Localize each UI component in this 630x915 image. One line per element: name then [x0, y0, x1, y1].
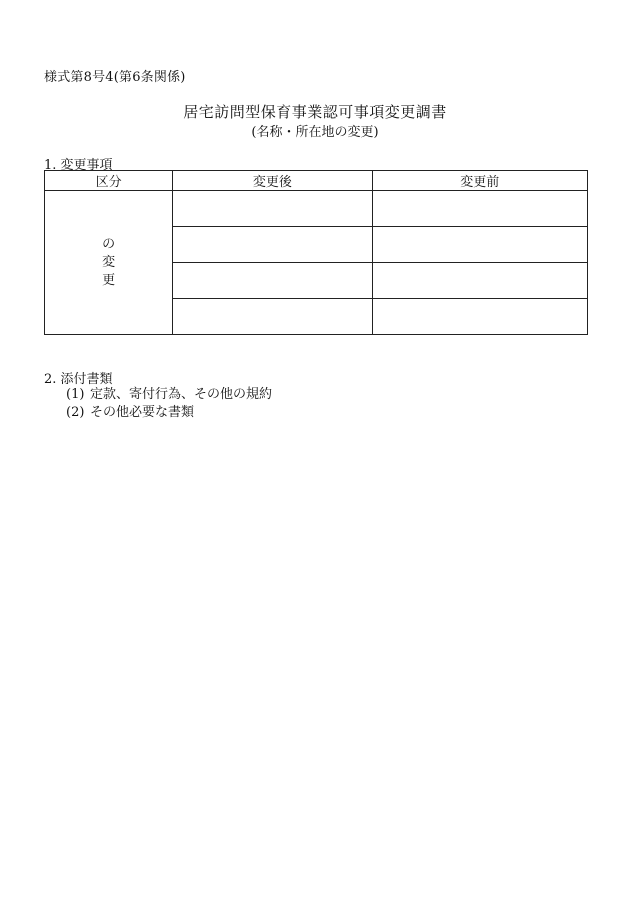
form-number: 様式第8号4(第6条関係)	[44, 70, 186, 85]
header-before: 変更前	[372, 171, 587, 191]
list-item-number: (1)	[66, 387, 85, 402]
document-title: 居宅訪問型保育事業認可事項変更調書	[183, 103, 447, 121]
section-heading-changes: 1. 変更事項	[44, 158, 113, 173]
before-cell[interactable]	[372, 299, 587, 335]
header-category: 区分	[45, 171, 173, 191]
after-cell[interactable]	[173, 299, 372, 335]
after-cell[interactable]	[173, 263, 372, 299]
attachment-list	[66, 386, 272, 422]
category-label-cell	[45, 191, 173, 335]
before-cell[interactable]	[372, 191, 587, 227]
list-item	[66, 404, 272, 422]
after-cell[interactable]	[173, 227, 372, 263]
header-after: 変更後	[173, 171, 372, 191]
category-label-char: 変	[102, 254, 116, 270]
list-item	[66, 386, 272, 404]
before-cell[interactable]	[372, 263, 587, 299]
category-label-char: の	[102, 236, 116, 252]
table-row	[45, 191, 588, 227]
list-item-text: その他必要な書類	[90, 405, 195, 420]
change-table	[44, 170, 588, 335]
after-cell[interactable]	[173, 191, 372, 227]
category-label-char: 更	[102, 272, 116, 288]
list-item-number: (2)	[66, 405, 85, 420]
list-item-text: 定款、寄付行為、その他の規約	[90, 387, 273, 402]
table-header-row	[45, 171, 588, 191]
before-cell[interactable]	[372, 227, 587, 263]
section-heading-attachments: 2. 添付書類	[44, 372, 113, 387]
document-subtitle: (名称・所在地の変更)	[251, 125, 379, 140]
